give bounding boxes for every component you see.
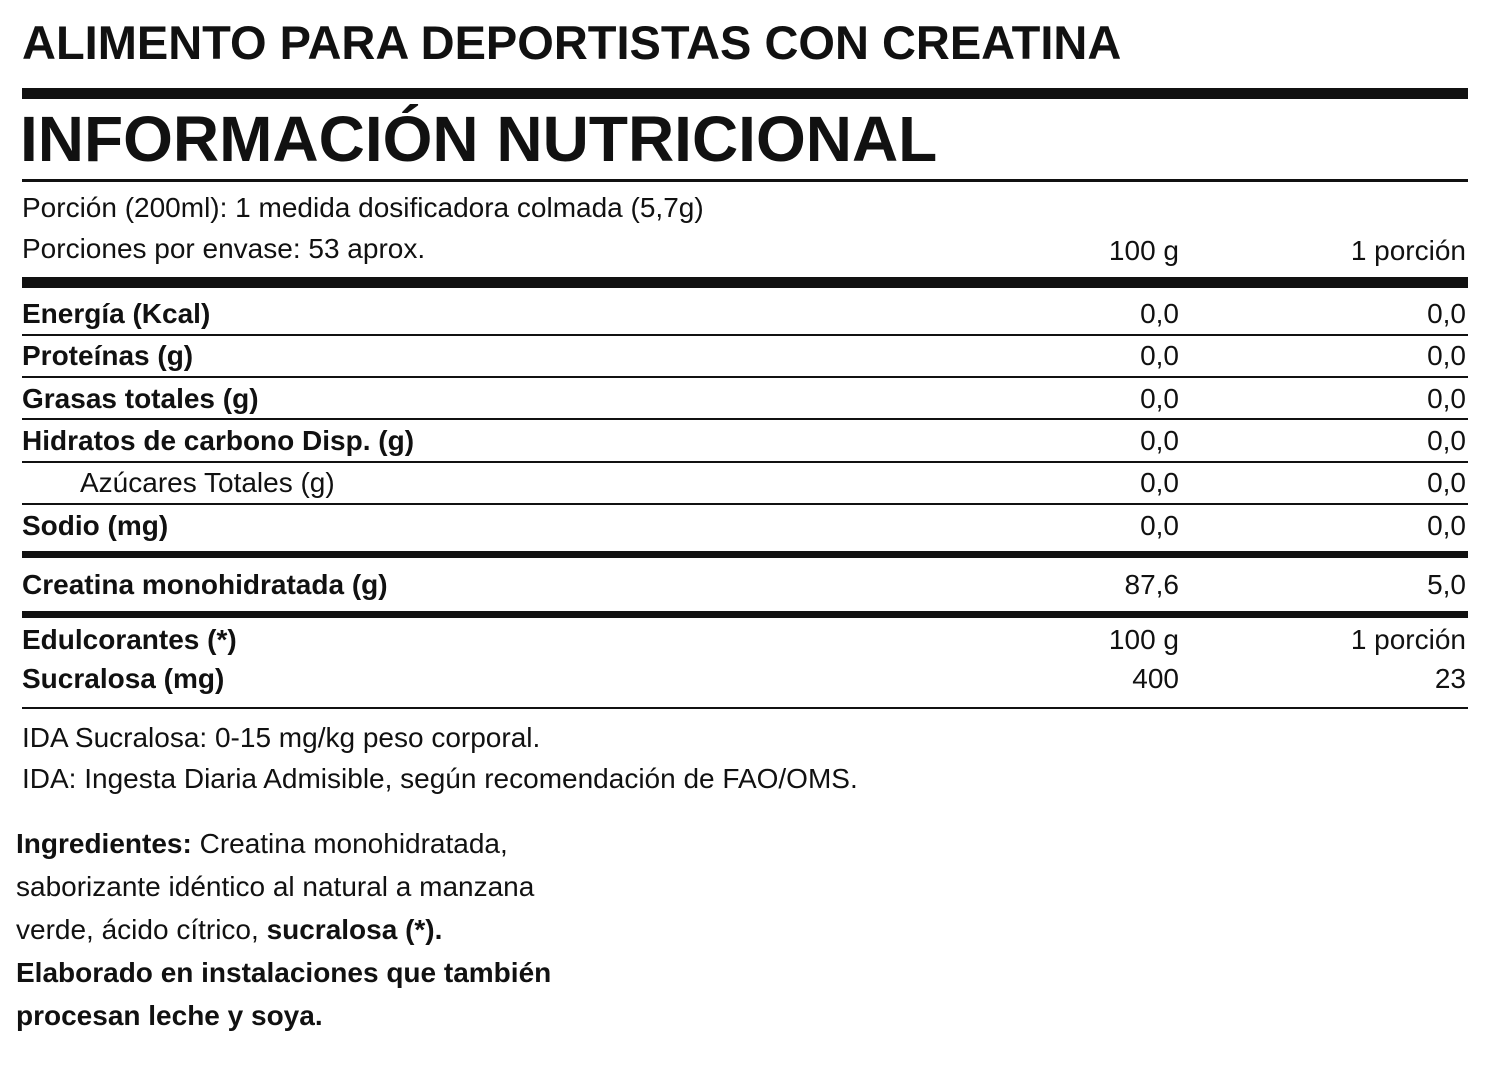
nutrient-value-per-serving: 0,0 [1427,340,1466,371]
allergen-warning: procesan leche y soya. [16,1000,323,1031]
product-title: ALIMENTO PARA DEPORTISTAS CON CREATINA [22,16,1122,69]
nutrient-value-per-serving: 0,0 [1427,467,1466,498]
column-header-per-serving: 1 porción [1350,235,1466,266]
nutrient-name: Sucralosa (mg) [22,663,225,694]
nutrient-value-per-serving: 0,0 [1427,510,1466,541]
nutrient-name: Azúcares Totales (g) [80,467,335,498]
sweeteners-column-per-100g: 100 g [1108,624,1179,655]
divider-thick [22,88,1468,99]
nutrient-value-per-100g: 0,0 [1140,383,1179,414]
nutrient-value-per-100g: 0,0 [1140,340,1179,371]
nutrient-value-per-100g: 0,0 [1140,425,1179,456]
nutrient-name: Energía (Kcal) [22,298,211,329]
allergen-warning: Elaborado en instalaciones que también [16,957,552,988]
nutrient-row-carbohydrates [22,422,1468,460]
row-divider [22,418,1468,420]
nutrient-row-sucralose [22,660,1468,698]
nutrient-row-protein [22,337,1468,375]
nutrient-row-total-fat [22,380,1468,418]
nutrient-name: Grasas totales (g) [22,383,259,414]
ingredients-text: Creatina monohidratada, [191,828,508,859]
row-divider [22,503,1468,505]
row-divider [22,334,1468,336]
divider-medium [22,611,1468,618]
ingredients-text: verde, ácido cítrico, [16,914,267,945]
nutrient-value-per-serving: 23 [1434,663,1466,694]
sweeteners-column-per-serving: 1 porción [1350,624,1466,655]
ingredients-block [16,822,776,1037]
ingredients-line [16,822,776,865]
sweeteners-header-row [22,621,1468,659]
nutrient-value-per-serving: 5,0 [1427,569,1466,600]
nutrient-value-per-100g: 0,0 [1140,510,1179,541]
row-divider [22,376,1468,378]
row-divider [22,461,1468,463]
row-divider [22,707,1468,709]
nutrient-name: Creatina monohidratada (g) [22,569,388,600]
ingredients-line [16,908,776,951]
divider [22,179,1468,182]
ingredients-line: saborizante idéntico al natural a manzana [16,871,535,902]
nutrition-heading: INFORMACIÓN NUTRICIONAL [20,103,938,175]
nutrient-row-total-sugars [22,464,1468,502]
nutrient-name: Sodio (mg) [22,510,169,541]
sweetener-mark: sucralosa (*). [266,914,443,945]
sweeteners-heading: Edulcorantes (*) [22,624,237,655]
nutrient-row-energy [22,295,1468,333]
nutrient-value-per-serving: 0,0 [1427,383,1466,414]
serving-size: Porción (200ml): 1 medida dosificadora colmada (5,7g) [22,192,704,223]
column-header-per-100g: 100 g [1108,235,1179,266]
nutrient-row-sodium [22,507,1468,545]
divider-medium [22,551,1468,558]
nutrient-name: Proteínas (g) [22,340,194,371]
servings-per-container: Porciones por envase: 53 aprox. [22,233,426,264]
nutrient-value-per-100g: 87,6 [1124,569,1179,600]
ida-sucralose-note: IDA Sucralosa: 0-15 mg/kg peso corporal. [22,722,541,753]
ingredients-label: Ingredientes: [16,828,192,859]
nutrient-value-per-100g: 0,0 [1140,467,1179,498]
nutrient-value-per-serving: 0,0 [1427,298,1466,329]
divider-thick [22,277,1468,288]
nutrient-name: Hidratos de carbono Disp. (g) [22,425,415,456]
nutrient-row-creatine [22,566,1468,604]
nutrient-value-per-100g: 0,0 [1140,298,1179,329]
ida-definition-note: IDA: Ingesta Diaria Admisible, según recomendación de FAO/OMS. [22,763,858,794]
nutrient-value-per-100g: 400 [1132,663,1179,694]
nutrient-value-per-serving: 0,0 [1427,425,1466,456]
